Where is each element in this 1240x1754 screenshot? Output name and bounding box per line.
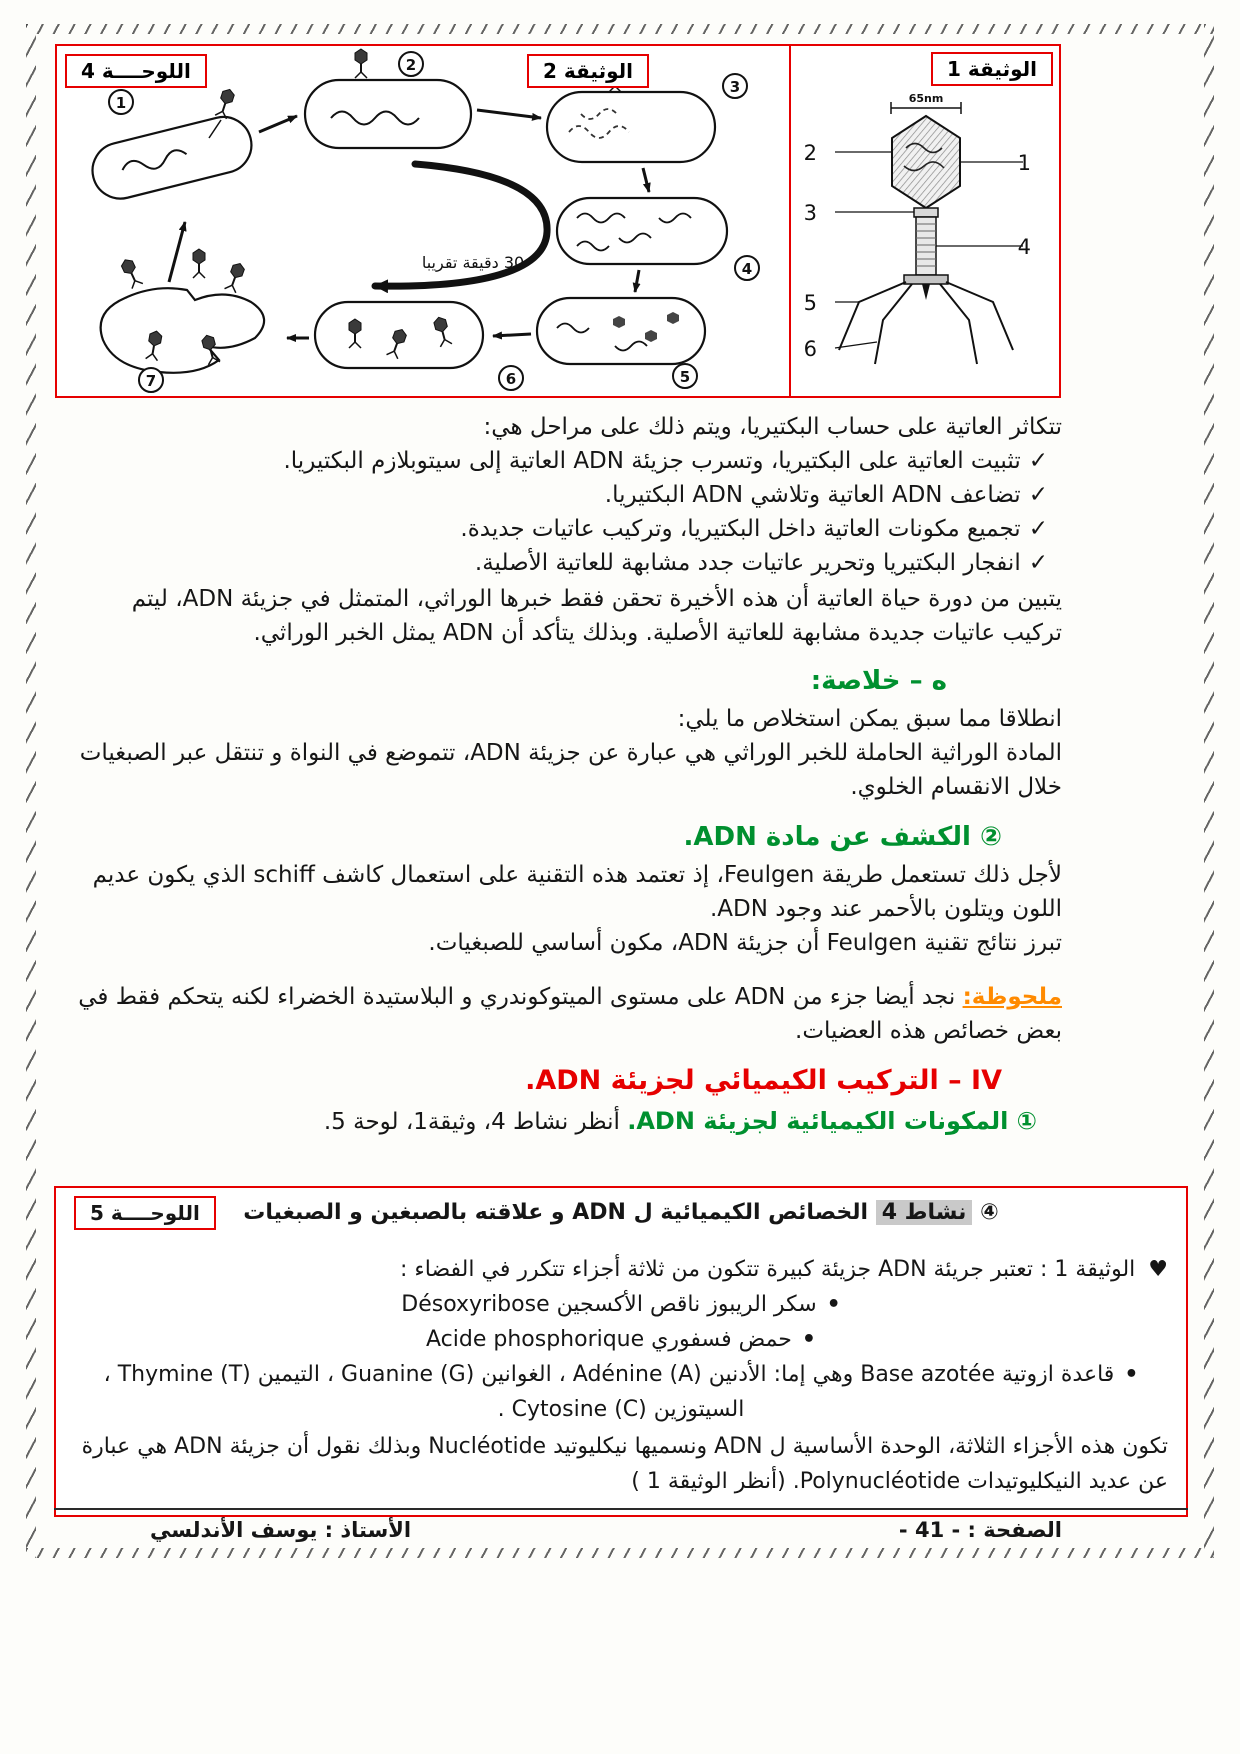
component-item [74, 1287, 1168, 1322]
phage-conclusion: يتبين من دورة حياة العاتية أن هذه الأخيرة تحقن فقط خبرها الوراثي، المتمثل في جزيئة ADN، ليتم تركيب عاتيات جديدة مشابهة للعاتية الأصلية. وبذلك يتأكد أن ADN يمثل الخبر الوراثي. [131, 586, 1062, 646]
cycle-stage-6 [315, 302, 523, 390]
phage-lifecycle-diagram [59, 46, 785, 394]
cycle-stage-1 [87, 88, 258, 205]
doc2-panel [57, 46, 789, 396]
step-text: تثبيت العاتية على البكتيريا، وتسرب جزيئة ADN العاتية إلى سيتوبلازم البكتيريا. [283, 448, 1021, 474]
phage-collar [914, 208, 938, 217]
phage-part-6: 6 [803, 337, 817, 361]
cycle-duration-label: 30 دقيقة تقريبا [421, 253, 525, 272]
activity-title-highlight: نشاط 4 [876, 1200, 973, 1225]
components-subheading-ref: أنظر نشاط 4، وثيقة1، لوحة 5. [323, 1109, 628, 1135]
check-icon: ✓ [1028, 482, 1048, 508]
detection-body-2: تبرز نتائج تقنية Feulgen أن جزيئة ADN، مكون أساسي للصبغيات. [428, 930, 1062, 956]
activity-title-number: ④ [972, 1200, 999, 1225]
phage-stages-list [68, 444, 1062, 580]
activity-title-rest: الخصائص الكيميائية ل ADN و علاقته بالصبغين و الصبغيات [243, 1200, 876, 1225]
step-text: تجميع مكونات العاتية داخل البكتيريا، وتركيب عاتيات جديدة. [460, 516, 1021, 542]
heart-icon: ♥ [1148, 1257, 1168, 1282]
arrow-2-3 [477, 110, 541, 118]
stage-2-number: 2 [405, 56, 417, 74]
doc2-label: الوثيقة 2 [527, 54, 649, 88]
components-subheading [68, 1104, 1037, 1139]
page-border-bottom [26, 1548, 1214, 1558]
phage-reproduction-intro: تتكاثر العاتية على حساب البكتيريا، ويتم ذلك على مراحل هي: [483, 414, 1062, 440]
bullet-icon: • [1124, 1362, 1139, 1387]
list-item [68, 478, 1048, 512]
list-item [68, 444, 1048, 478]
doc1-label: الوثيقة 1 [931, 52, 1053, 86]
check-icon: ✓ [1028, 516, 1048, 542]
footer-author: الأستاذ : يوسف الأندلسي [150, 1518, 412, 1542]
stage-7-number: 7 [145, 372, 157, 390]
bullet-icon: • [801, 1327, 816, 1352]
activity-4-box [54, 1186, 1188, 1517]
activity-body [74, 1252, 1168, 1499]
check-icon: ✓ [1028, 550, 1048, 576]
cycle-stage-4 [557, 198, 759, 280]
activity-header [74, 1196, 1168, 1240]
bacteriophage-diagram [793, 90, 1057, 390]
doc1-panel [789, 46, 1059, 396]
detection-body-1: لأجل ذلك تستعمل طريقة Feulgen، إذ تعتمد هذه التقنية على استعمال كاشف schiff الذي يكون عديم اللون ويتلون بالأحمر عند وجود ADN. [92, 862, 1062, 922]
arrow-7-1 [169, 222, 185, 282]
board4-label: اللوحــــة 4 [65, 54, 207, 88]
list-item [68, 546, 1048, 580]
stage-3-number: 3 [729, 78, 741, 96]
phage-part-5: 5 [803, 291, 817, 315]
stage-1-number: 1 [115, 94, 127, 112]
chapter-iv-heading: IV – التركيب الكيميائي لجزيئة ADN. [525, 1065, 1002, 1096]
summary-body: المادة الوراثية الحاملة للخبر الوراثي هي عبارة عن جزيئة ADN، تتموضع في النواة و تنتقل عبر الصبغيات خلال الانقسام الخلوي. [79, 740, 1062, 800]
arrow-5-6 [493, 334, 531, 336]
component-text: سكر الريبوز ناقص الأكسجين Désoxyribose [401, 1292, 817, 1317]
phage-scale-label: 65nm [908, 92, 944, 105]
detection-heading: ② الكشف عن مادة ADN. [683, 822, 1002, 852]
summary-heading: ه – خلاصة: [810, 666, 947, 696]
lesson-text [0, 410, 1240, 1139]
activity-doc1-intro [74, 1252, 1168, 1287]
arrow-4-5 [635, 270, 639, 292]
list-item [68, 512, 1048, 546]
phage-part-3: 3 [803, 201, 817, 225]
page-border-top [26, 24, 1214, 34]
cycle-stage-2 [305, 49, 471, 148]
component-text: قاعدة ازوتية Base azotée وهي إما: الأدنين (A) Adénine ، الغوانين (G) Guanine ، التيمين (T) Thymine ، السيتوزين (C) Cytosine . [103, 1362, 1115, 1422]
step-text: انفجار البكتيريا وتحرير عاتيات جدد مشابهة للعاتية الأصلية. [474, 550, 1021, 576]
phage-head [892, 116, 960, 208]
board-4-figure [55, 44, 1061, 398]
activity-doc1-intro-text: الوثيقة 1 : تعتبر جريئة ADN جزيئة كبيرة تتكون من ثلاثة أجزاء تتكرر في الفضاء : [400, 1257, 1143, 1282]
note-body: نجد أيضا جزء من ADN على مستوى الميتوكوندري و البلاستيدة الخضراء لكنه يتحكم فقط في بعض خصائص هذه العضيات. [78, 984, 1062, 1044]
phage-baseplate [904, 275, 948, 284]
board5-label: اللوحــــة 5 [74, 1196, 216, 1230]
stage-4-number: 4 [741, 260, 753, 278]
check-icon: ✓ [1028, 448, 1048, 474]
arrow-3-4 [643, 168, 649, 192]
step-text: تضاعف ADN العاتية وتلاشي ADN البكتيريا. [604, 482, 1021, 508]
cycle-stage-7 [101, 249, 264, 392]
arrow-1-2 [259, 116, 297, 132]
stage-6-number: 6 [505, 370, 517, 388]
cycle-stage-5 [537, 298, 705, 388]
summary-lead: انطلاقا مما سبق يمكن استخلاص ما يلي: [677, 706, 1062, 732]
page-footer [54, 1514, 1188, 1542]
phage-part-4: 4 [1017, 235, 1031, 259]
footer-page-number: الصفحة : - 41 - [898, 1518, 1062, 1542]
component-text: حمض فسفوري Acide phosphorique [426, 1327, 792, 1352]
stage-5-number: 5 [679, 368, 691, 386]
phage-spike [922, 284, 930, 300]
component-item [74, 1322, 1168, 1357]
phage-part-1: 1 [1017, 151, 1031, 175]
components-subheading-green: ① المكونات الكيميائية لجزيئة ADN. [627, 1107, 1037, 1135]
note-label: ملحوظة: [962, 984, 1062, 1010]
bullet-icon: • [826, 1292, 841, 1317]
phage-part-2: 2 [803, 141, 817, 165]
phage-scale-bracket [891, 92, 961, 114]
component-item [74, 1357, 1168, 1427]
activity-closing: تكون هذه الأجزاء الثلاثة، الوحدة الأساسية ل ADN ونسميها نيكليوتيد Nucléotide وبذلك نقول أن جزيئة ADN هي عبارة عن عديد النيكليوتيدات Polynucléotide. (أنظر الوثيقة 1 ) [81, 1434, 1168, 1494]
note-paragraph [68, 980, 1062, 1048]
footer-rule [54, 1508, 1188, 1510]
